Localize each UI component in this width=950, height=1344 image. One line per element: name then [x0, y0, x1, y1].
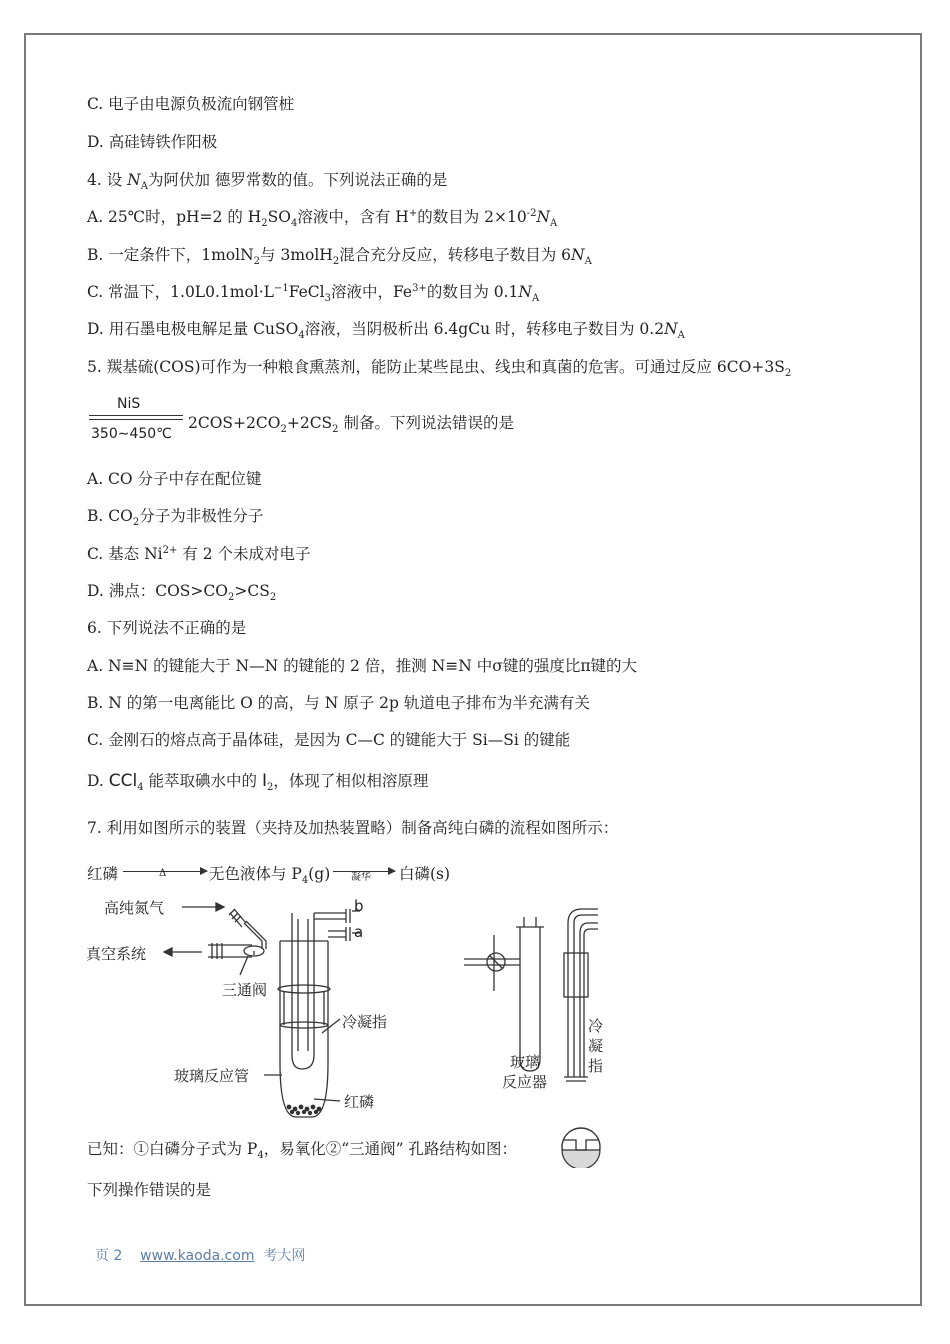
reaction-catalyst: NiS	[117, 396, 141, 412]
flow-middle	[209, 862, 331, 887]
page-footer	[95, 1245, 305, 1265]
q5-reaction	[87, 396, 647, 446]
known-3: ，易氧化②“三通阀” 孔路结构如图：	[263, 1140, 518, 1158]
q3-option-d: D. 高硅铸铁作阳极	[87, 133, 218, 151]
rxn-5: 制备。下列说法错误的是	[338, 414, 514, 432]
vacuum-label: 真空系统	[86, 945, 147, 963]
reactor-label-1: 玻璃	[510, 1053, 541, 1071]
q4c-6: 3+	[412, 282, 427, 294]
q4a-4: 4	[290, 218, 298, 230]
q4a-3: SO	[267, 208, 291, 226]
q4-suffix: 为阿伏加 德罗常数的值。下列说法正确的是	[147, 171, 448, 189]
tube-label: 玻璃反应管	[174, 1067, 250, 1085]
nitrogen-label: 高纯氮气	[104, 899, 165, 917]
q7-ask: 下列操作错误的是	[87, 1181, 212, 1199]
condenser2-label-2: 凝	[588, 1037, 604, 1055]
q5-2: 2	[784, 368, 792, 380]
condenser2-label-3: 指	[588, 1057, 604, 1075]
red-phosphorus-particles	[287, 1105, 322, 1116]
q7-stem: 7. 利用如图所示的装置（夹持及加热装置略）制备高纯白磷的流程如图所示：	[87, 819, 619, 837]
q4-option-b	[87, 245, 592, 268]
q4-prefix: 4. 设	[87, 171, 128, 189]
q4a-2: 2	[261, 218, 268, 230]
q6d-i: I	[261, 771, 267, 791]
port-b-label: b	[354, 897, 364, 915]
rxn-1: 2COS+2CO	[188, 414, 281, 432]
q4b-5: 混合充分反应，转移电子数目为 6	[339, 246, 571, 264]
flow-start: 红磷	[87, 865, 119, 883]
q4b-1: B. 一定条件下，1molN	[87, 246, 254, 264]
q4a-9: N	[536, 208, 551, 226]
q4a-7: 的数目为 2×10	[417, 208, 527, 226]
q5-option-d	[87, 581, 277, 604]
q6-option-a: A. N≡N 的键能大于 N—N 的键能的 2 倍，推测 N≡N 中σ键的强度比π键的大	[87, 657, 638, 675]
q5-stem	[87, 357, 792, 380]
rxn-2: 2	[280, 424, 287, 436]
q4d-2: 4	[298, 330, 305, 342]
q4a-5: 溶液中，含有 H	[297, 208, 409, 226]
q4c-3: FeCl	[288, 283, 325, 301]
q6d-1: D.	[87, 772, 109, 790]
q4-option-c	[87, 282, 540, 305]
apparatus-diagram	[84, 893, 624, 1123]
q5d-3: >CS	[234, 582, 270, 600]
deposition-label: 凝华	[351, 872, 371, 883]
q6-option-d	[87, 771, 429, 794]
q4d-5: A	[677, 330, 685, 342]
known-text	[87, 1137, 518, 1162]
equal-sign-top	[89, 415, 183, 416]
q5d-1: D. 沸点：COS>CO	[87, 582, 228, 600]
reaction-products	[188, 411, 514, 436]
q4c-1: C. 常温下，1.0L0.1mol·L	[87, 283, 274, 301]
known-1: 已知：①白磷分子式为 P	[87, 1140, 258, 1158]
q4a-6: +	[408, 207, 418, 219]
q6d-6: 2	[266, 782, 274, 794]
reactor-label-2: 反应器	[502, 1073, 548, 1091]
known-2: 4	[257, 1150, 264, 1162]
q5d-2: 2	[227, 592, 235, 604]
q6-stem: 6. 下列说法不正确的是	[87, 619, 247, 637]
q4-option-d	[87, 319, 685, 342]
q5-option-a: A. CO 分子中存在配位键	[87, 470, 262, 488]
q5b-3: 分子为非极性分子	[139, 507, 264, 525]
q6-option-c: C. 金刚石的熔点高于晶体硅，是因为 C—C 的键能大于 Si—Si 的键能	[87, 731, 571, 749]
q4c-9: A	[531, 293, 540, 305]
page-number: 页 2	[95, 1248, 123, 1264]
q6d-4: 能萃取碘水中的	[143, 772, 262, 790]
flow-end: 白磷(s)	[399, 865, 451, 883]
q4a-8: -2	[526, 207, 537, 219]
rxn-4: 2	[332, 424, 339, 436]
q5c-2: 2+	[162, 544, 178, 556]
q3-option-c: C. 电子由电源负极流向钢管桩	[87, 95, 295, 113]
q4-na-a: A	[140, 181, 148, 193]
q4c-7: 的数目为 0.1	[426, 283, 519, 301]
q4d-1: D. 用石墨电极电解足量 CuSO	[87, 320, 299, 338]
port-a-label: a	[354, 923, 364, 941]
q4d-4: N	[664, 320, 678, 338]
flow-middle-1: 无色液体与 P	[209, 865, 302, 883]
q4b-4: 2	[332, 256, 340, 268]
q6-option-b: B. N 的第一电离能比 O 的高，与 N 原子 2p 轨道电子排布为半充满有关	[87, 694, 590, 712]
q5c-1: C. 基态 Ni	[87, 545, 163, 563]
condenser2-label-1: 冷	[588, 1017, 604, 1035]
flow-middle-3: (g)	[308, 865, 331, 883]
footer-site: 考大网	[263, 1248, 306, 1264]
q5c-3: 有 2 个未成对电子	[177, 545, 311, 563]
q4d-3: 溶液，当阴极析出 6.4gCu 时，转移电子数目为 0.2	[304, 320, 665, 338]
q4a-10: A	[550, 218, 558, 230]
q6d-ccl: CCl	[108, 771, 138, 791]
q5-option-c	[87, 544, 311, 564]
q4b-3: 与 3molH	[260, 246, 333, 264]
q6d-7: ，体现了相似相溶原理	[273, 772, 429, 790]
q5-option-b	[87, 506, 264, 529]
q4b-2: 2	[253, 256, 261, 268]
q4-option-a	[87, 207, 558, 230]
q4c-5: 溶液中，Fe	[331, 283, 413, 301]
q4a-1: A. 25℃时，pH=2 的 H	[87, 208, 262, 226]
q5b-2: 2	[132, 517, 140, 529]
q6d-3: 4	[137, 782, 144, 794]
flow-middle-2: 4	[301, 875, 309, 887]
valve-structure-icon	[551, 1126, 611, 1168]
equal-sign-bottom	[89, 419, 183, 420]
q4c-4: 3	[324, 293, 331, 305]
condenser-label: 冷凝指	[342, 1013, 388, 1031]
q4-na-n: N	[127, 171, 141, 189]
q4c-2: −1	[273, 282, 289, 294]
footer-link[interactable]: www.kaoda.com	[140, 1248, 255, 1264]
heat-label: Δ	[159, 868, 167, 879]
flow-arrow-heat	[123, 868, 207, 879]
rxn-3: +2CS	[286, 414, 333, 432]
reaction-temperature: 350∼450℃	[91, 426, 172, 442]
q4b-6: N	[571, 246, 585, 264]
flow-arrow-deposition	[333, 871, 395, 883]
q4-stem	[87, 170, 448, 193]
q5b-1: B. CO	[87, 507, 133, 525]
valve-label: 三通阀	[222, 981, 268, 999]
q5-1: 5. 羰基硫(COS)可作为一种粮食熏蒸剂，能防止某些昆虫、线虫和真菌的危害。可通过反应 6CO+3S	[87, 358, 785, 376]
q5d-4: 2	[269, 592, 277, 604]
q4c-8: N	[518, 283, 532, 301]
red-phosphorus-label: 红磷	[344, 1093, 375, 1111]
q4b-7: A	[584, 256, 592, 268]
